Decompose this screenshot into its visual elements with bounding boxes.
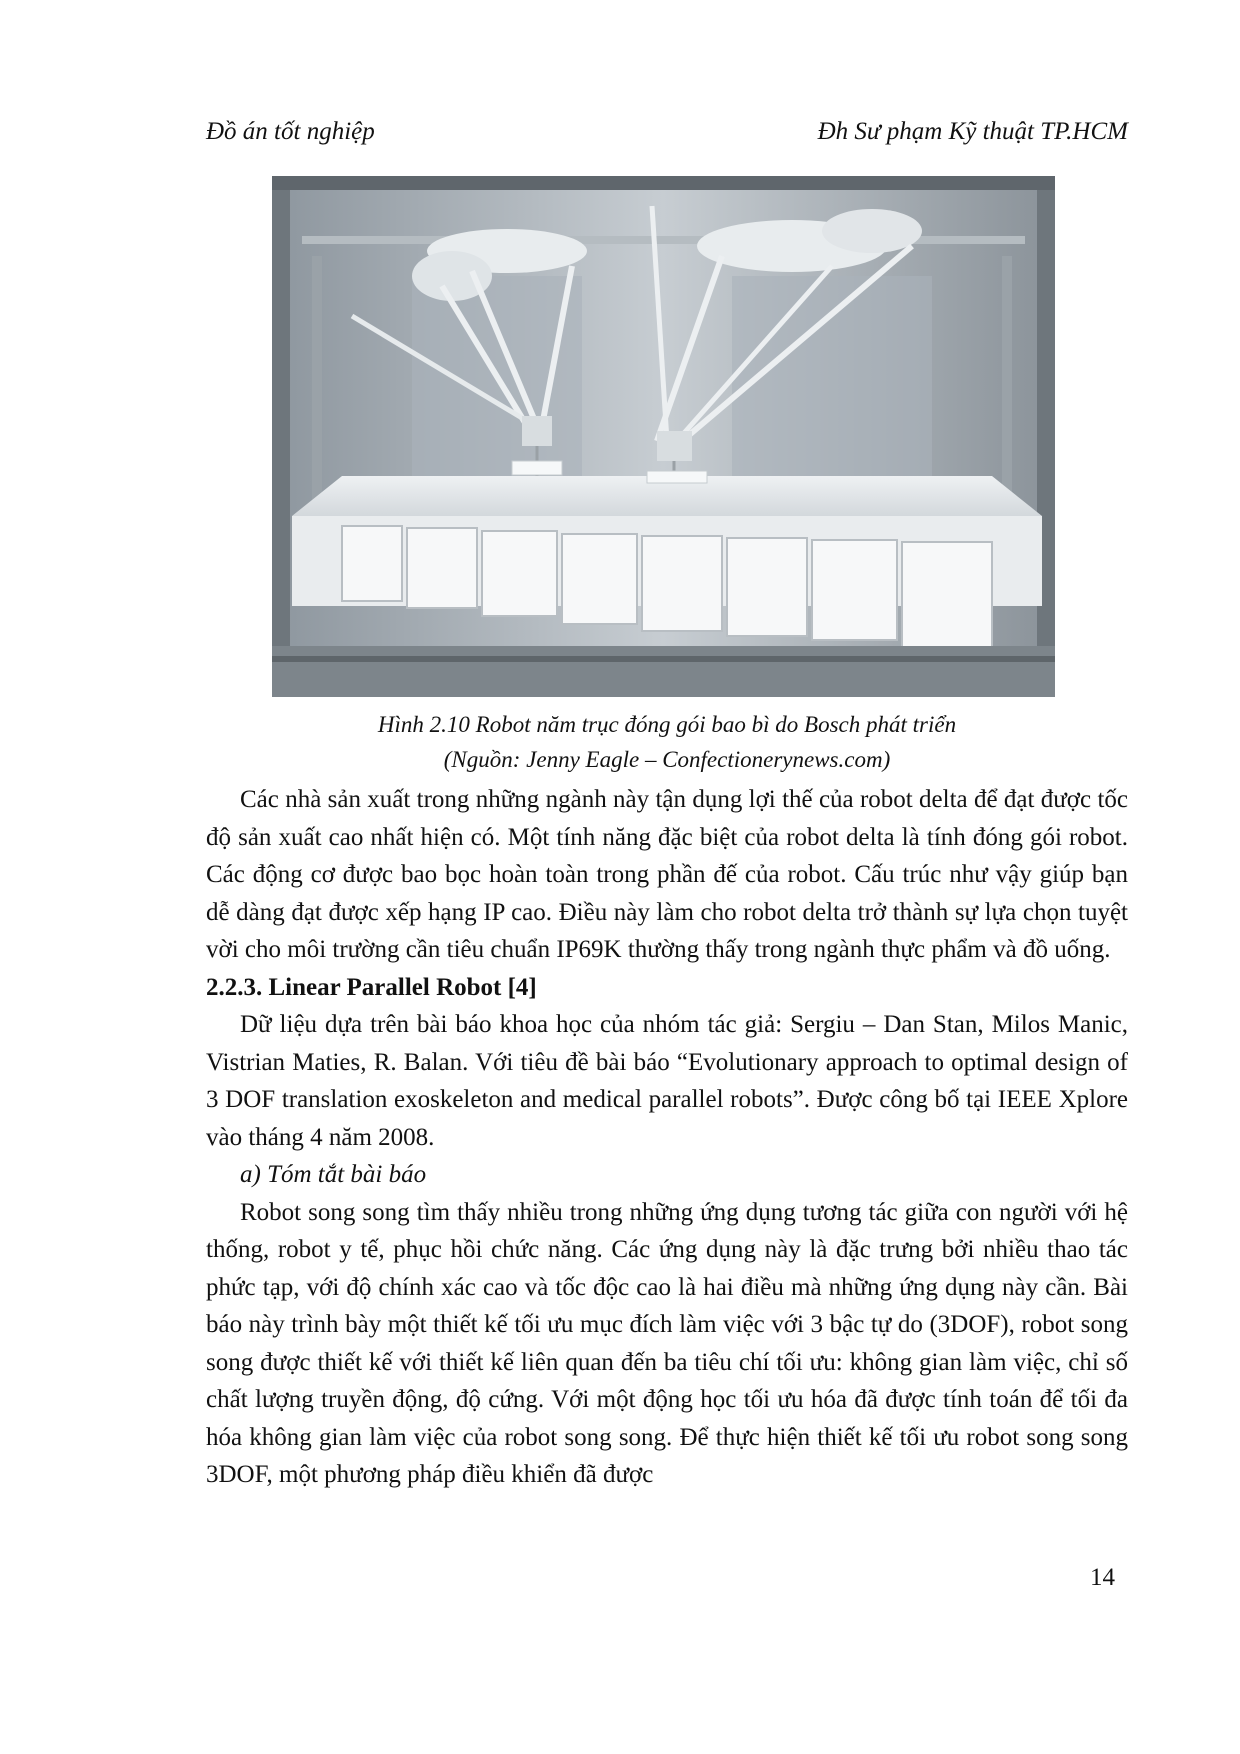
robot-photo-illustration xyxy=(272,176,1055,697)
figure-caption: Hình 2.10 Robot năm trục đóng gói bao bì do Bosch phát triển xyxy=(377,712,957,737)
paragraph-summary: Robot song song tìm thấy nhiều trong những ứng dụng tương tác giữa con người với hệ thống, robot y tế, phục hồi chức năng. Các ứng dụng này là đặc trưng bởi nhiều thao tác phức tạp, với độ chính xác cao và tốc độc cao là hai điều mà những ứng dụng này cần. Bài báo này trình bày một thiết kế tối ưu mục đích làm việc với 3 bậc tự do (3DOF), robot song song được thiết kế với thiết kế liên quan đến ba tiêu chí tối ưu: không gian làm việc, chỉ số chất lượng truyền động, độ cứng. Với một động học tối ưu hóa đã được tính toán để tối đa hóa không gian làm việc của robot song song. Để thực hiện thiết kế tối ưu robot song song 3DOF, một phương pháp điều khiển đã được xyxy=(206,1198,1128,1488)
paragraph-delta-robot: Các nhà sản xuất trong những ngành này tận dụng lợi thế của robot delta để đạt được tốc độ sản xuất cao nhất hiện có. Một tính năng đặc biệt của robot delta là tính đóng gói robot. Các động cơ được bao bọc hoàn toàn trong phần đế của robot. Cấu trúc như vậy giúp bạn dễ dàng đạt được xếp hạng IP cao. Điều này làm cho robot delta trở thành sự lựa chọn tuyệt vời cho môi trường cần tiêu chuẩn IP69K thường thấy trong ngành thực phẩm và đồ uống. xyxy=(206,786,1128,963)
section-heading: 2.2.3. Linear Parallel Robot [4] xyxy=(206,973,537,1001)
page-header xyxy=(206,118,1128,158)
figure-source: (Nguồn: Jenny Eagle – Confectionerynews.com) xyxy=(443,747,891,772)
header-left: Đồ án tốt nghiệp xyxy=(206,118,375,145)
page-number: 14 xyxy=(1090,1564,1115,1591)
header-right: Đh Sư phạm Kỹ thuật TP.HCM xyxy=(817,118,1128,145)
subsection-heading: a) Tóm tắt bài báo xyxy=(240,1161,427,1188)
figure-robot-photo xyxy=(272,176,1055,697)
body-text xyxy=(206,781,1128,1494)
paragraph-source-paper: Dữ liệu dựa trên bài báo khoa học của nhóm tác giả: Sergiu – Dan Stan, Milos Manic, Vistrian Maties, R. Balan. Với tiêu đề bài báo “Evolutionary approach to optimal design of 3 DOF translation exoskeleton and medical parallel robots”. Được công bố tại IEEE Xplore vào tháng 4 năm 2008. xyxy=(206,1011,1128,1151)
